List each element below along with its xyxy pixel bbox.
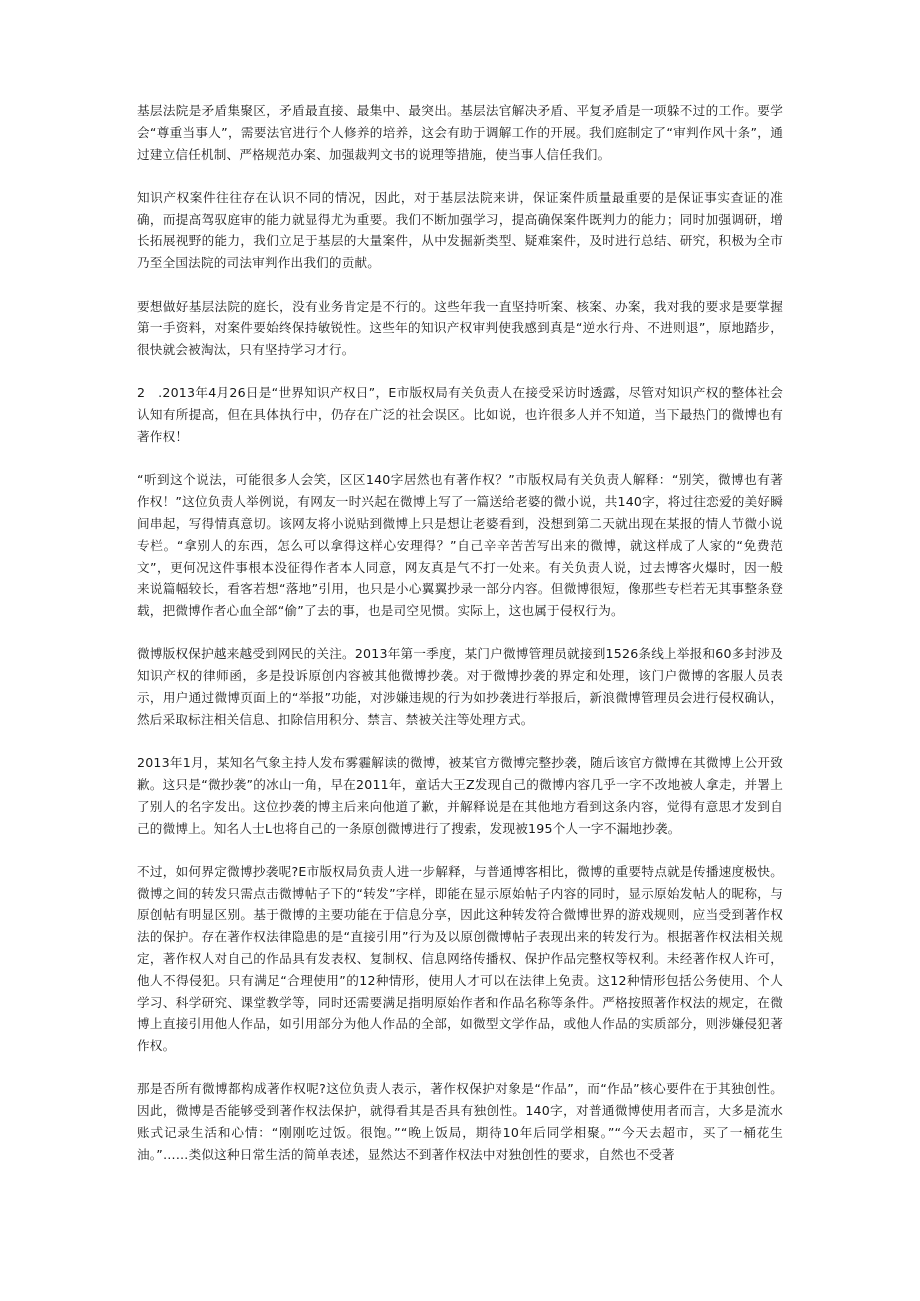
document-body bbox=[137, 100, 783, 1166]
paragraph-1: 基层法院是矛盾集聚区，矛盾最直接、最集中、最突出。基层法官解决矛盾、平复矛盾是一项躲不过的工作。要学会“尊重当事人”，需要法官进行个人修养的培养，这会有助于调解工作的开展。我们庭制定了“审判作风十条”，通过建立信任机制、严格规范办案、加强裁判文书的说理等措施，使当事人信任我们。 bbox=[137, 103, 783, 162]
paragraph-9: 那是否所有微博都构成著作权呢?这位负责人表示，著作权保护对象是“作品”，而“作品”核心要件在于其独创性。因此，微博是否能够受到著作权法保护，就得看其是否具有独创性。140字，对普通微博使用者而言，大多是流水账式记录生活和心情：“刚刚吃过饭。很饱。”“晚上饭局，期待10年后同学相聚。”“今天去超市，买了一桶花生油。”……类似这种日常生活的简单表述，显然达不到著作权法中对独创性的要求，自然也不受著 bbox=[137, 1081, 783, 1162]
paragraph-2: 知识产权案件往往存在认识不同的情况，因此，对于基层法院来讲，保证案件质量最重要的是保证事实查证的准确，而提高驾驭庭审的能力就显得尤为重要。我们不断加强学习，提高确保案件既判力的能力；同时加强调研，增长拓展视野的能力，我们立足于基层的大量案件，从中发掘新类型、疑难案件，及时进行总结、研究，积极为全市乃至全国法院的司法审判作出我们的贡献。 bbox=[137, 189, 783, 271]
paragraph-5: “听到这个说法，可能很多人会笑，区区140字居然也有著作权？”市版权局有关负责人解释：“别笑，微博也有著作权！”这位负责人举例说，有网友一时兴起在微博上写了一篇送给老婆的微小说，共140字，将过往恋爱的美好瞬间串起，写得情真意切。该网友将小说贴到微博上只是想让老婆看到，没想到第二天就出现在某报的情人节微小说专栏。“拿别人的东西，怎么可以拿得这样心安理得？”自己辛辛苦苦写出来的微博，就这样成了人家的“免费范文”，更何况这件事根本没征得作者本人同意，网友真是气不打一处来。有关负责人说，过去博客火爆时，因一般来说篇幅较长，看客若想“落地”引用，也只是小心翼翼抄录一部分内容。但微博很短，像那些专栏若无其事整条登载，把微博作者心血全部“偷”了去的事，也是司空见惯。实际上，这也属于侵权行为。 bbox=[137, 472, 783, 619]
paragraph-6: 微博版权保护越来越受到网民的关注。2013年第一季度，某门户微博管理员就接到1526条线上举报和60多封涉及知识产权的律师函，多是投诉原创内容被其他微博抄袭。对于微博抄袭的界定和处理，该门户微博的客服人员表示，用户通过微博页面上的“举报”功能，对涉嫌违规的行为如抄袭进行举报后，新浪微博管理员会进行侵权确认，然后采取标注相关信息、扣除信用积分、禁言、禁被关注等处理方式。 bbox=[137, 646, 783, 727]
paragraph-7: 2013年1月，某知名气象主持人发布雾霾解读的微博，被某官方微博完整抄袭，随后该官方微博在其微博上公开致歉。这只是“微抄袭”的冰山一角，早在2011年，童话大王Z发现自己的微博内容几乎一字不改地被人拿走，并署上了别人的名字发出。这位抄袭的博主后来向他道了歉，并解释说是在其他地方看到这条内容，觉得有意思才发到自己的微博上。知名人士L也将自己的一条原创微博进行了搜索，发现被195个人一字不漏地抄袭。 bbox=[137, 755, 783, 836]
paragraph-4: 2 .2013年4月26日是“世界知识产权日”，E市版权局有关负责人在接受采访时透露，尽管对知识产权的整体社会认知有所提高，但在具体执行中，仍存在广泛的社会误区。比如说，也许很多人并不知道，当下最热门的微博也有著作权！ bbox=[137, 385, 783, 445]
paragraph-8: 不过，如何界定微博抄袭呢?E市版权局负责人进一步解释，与普通博客相比，微博的重要特点就是传播速度极快。微博之间的转发只需点击微博帖子下的“转发”字样，即能在显示原始帖子内容的同时，显示原始发帖人的昵称，与原创帖有明显区别。基于微博的主要功能在于信息分享，因此这种转发符合微博世界的游戏规则，应当受到著作权法的保护。存在著作权法律隐患的是“直接引用”行为及以原创微博帖子表现出来的转发行为。根据著作权法相关规定，著作权人对自己的作品具有发表权、复制权、信息网络传播权、保护作品完整权等权利。未经著作权人许可，他人不得侵犯。只有满足“合理使用”的12种情形，使用人才可以在法律上免责。这12种情形包括公务使用、个人学习、科学研究、课堂教学等，同时还需要满足指明原始作者和作品名称等条件。严格按照著作权法的规定，在微博上直接引用他人作品，如引用部分为他人作品的全部，如微型文学作品，或他人作品的实质部分，则涉嫌侵犯著作权。 bbox=[137, 863, 783, 1054]
paragraph-3: 要想做好基层法院的庭长，没有业务肯定是不行的。这些年我一直坚持听案、核案、办案，我对我的要求是要掌握第一手资料，对案件要始终保持敏锐性。这些年的知识产权审判使我感到真是“逆水行舟、不进则退”，原地踏步，很快就会被淘汰，只有坚持学习才行。 bbox=[137, 298, 783, 358]
